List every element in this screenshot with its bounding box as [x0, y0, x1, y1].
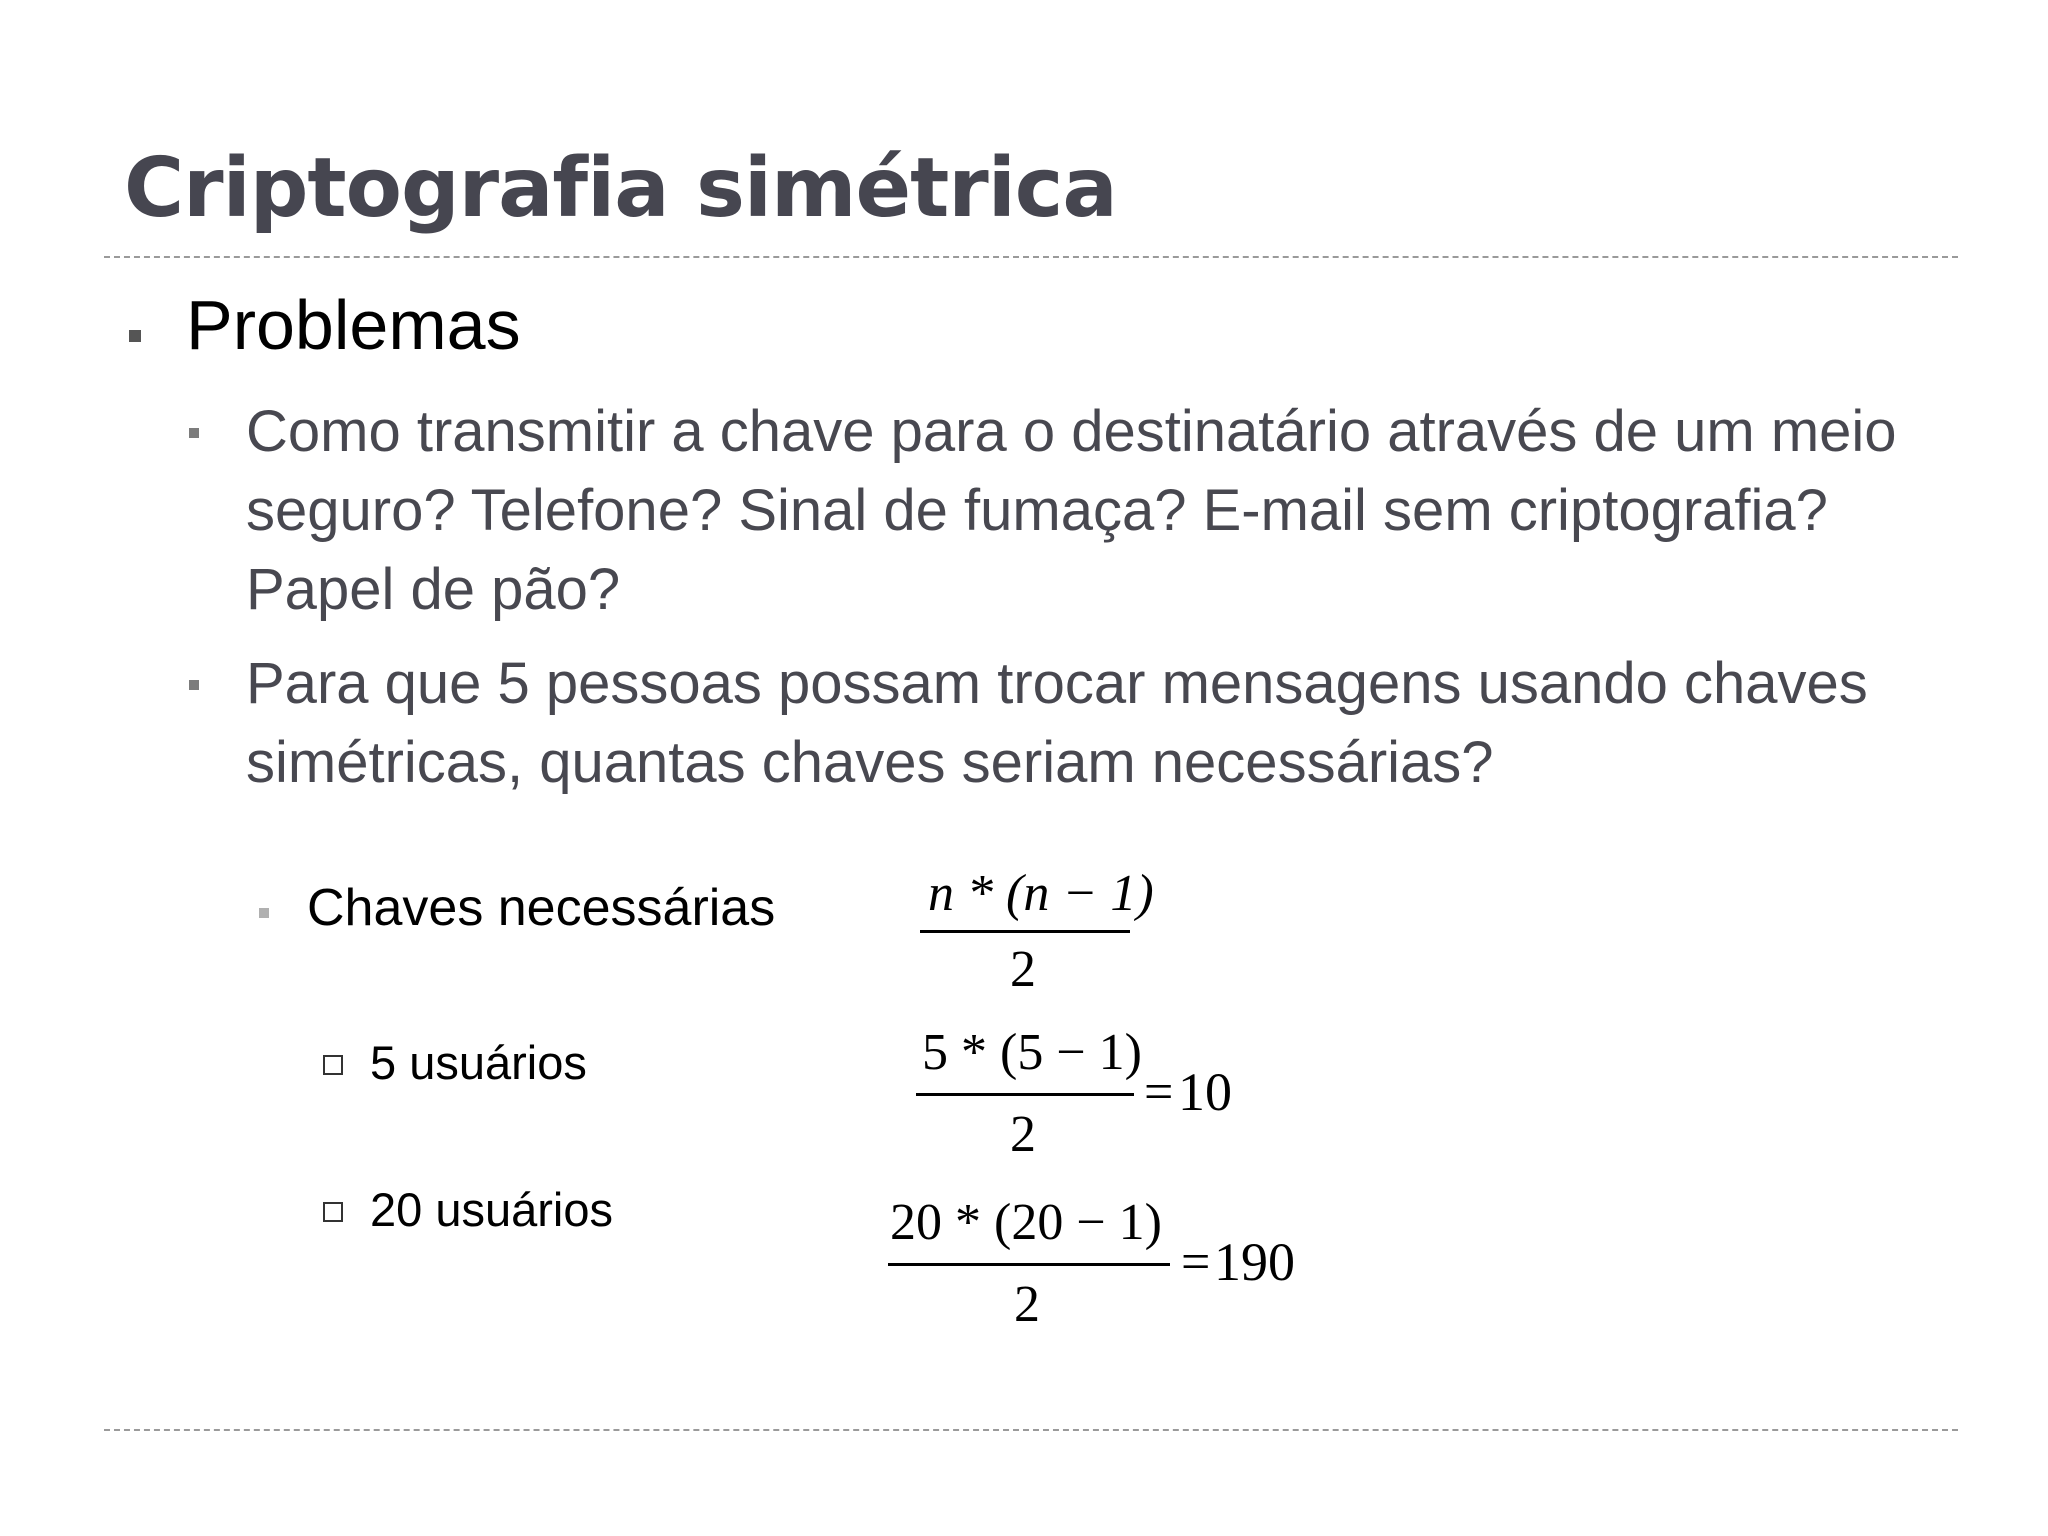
bullet-square-icon [189, 428, 199, 438]
bullet-transmit-key: Como transmitir a chave para o destinatário através de um meio seguro? Telefone? Sinal de fumaça? E-mail sem criptografia? Papel de pão? [246, 399, 1897, 622]
bullet-square-icon [189, 680, 199, 690]
checkbox-icon [323, 1202, 343, 1222]
formula-five-users [916, 1024, 1256, 1167]
fraction-bar [920, 930, 1130, 933]
formula-five-numerator: 5 * (5 − 1) [922, 1024, 1142, 1081]
chaves-necessarias-label: Chaves necessárias [307, 879, 776, 937]
bullet-square-icon [129, 330, 141, 342]
title-divider [104, 256, 1958, 258]
bullet-problemas: Problemas [186, 286, 521, 364]
formula-general-numerator: n * (n − 1) [928, 865, 1154, 922]
formula-twenty-result: 190 [1214, 1232, 1295, 1292]
checkbox-icon [323, 1055, 343, 1075]
formula-five-result: 10 [1178, 1062, 1232, 1122]
twenty-users-label: 20 usuários [370, 1183, 613, 1236]
formula-twenty-denominator: 2 [1014, 1276, 1040, 1333]
formula-five-denominator: 2 [1010, 1106, 1036, 1163]
footer-divider [104, 1429, 1958, 1431]
slide-title: Criptografia simétrica [124, 141, 1117, 236]
formula-twenty-numerator: 20 * (20 − 1) [890, 1194, 1162, 1251]
fraction-bar [888, 1263, 1170, 1266]
formula-general-denominator: 2 [1010, 941, 1036, 998]
formula-twenty-users [888, 1194, 1328, 1337]
formula-five-equals: = [1144, 1064, 1174, 1121]
fraction-bar [916, 1093, 1134, 1096]
formula-general [920, 865, 1154, 998]
five-users-label: 5 usuários [370, 1036, 587, 1089]
bullet-square-icon [259, 908, 269, 918]
formula-twenty-equals: = [1181, 1234, 1211, 1291]
bullet-five-people: Para que 5 pessoas possam trocar mensagens usando chaves simétricas, quantas chaves seriam necessárias? [246, 651, 1868, 795]
